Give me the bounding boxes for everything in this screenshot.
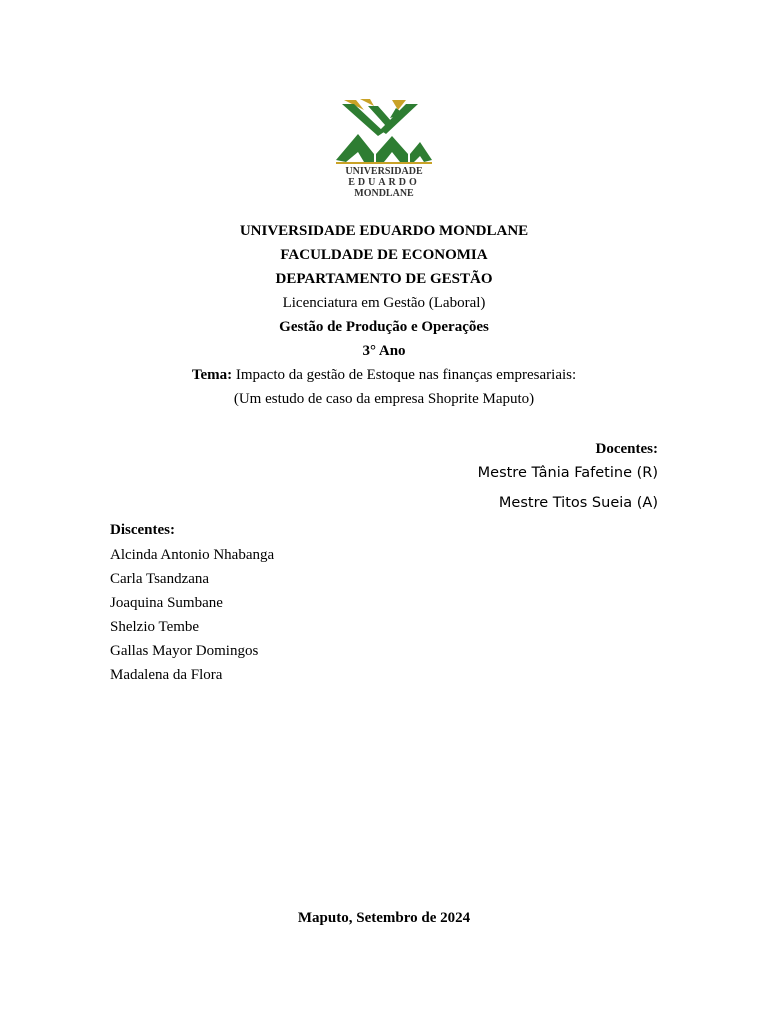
docente-name-2: Mestre Titos Sueia (A) xyxy=(498,495,658,511)
discente-name: Joaquina Sumbane xyxy=(110,595,223,611)
discente-name: Gallas Mayor Domingos xyxy=(110,643,259,659)
docente-name-1: Mestre Tânia Fafetine (R) xyxy=(477,465,658,481)
logo-text-line1: UNIVERSIDADE xyxy=(345,166,423,177)
faculty-name: FACULDADE DE ECONOMIA xyxy=(280,247,488,263)
logo-text-line3: MONDLANE xyxy=(354,188,414,199)
theme-label: Tema: xyxy=(191,367,233,383)
theme-text: Impacto da gestão de Estoque nas finanças empresariais: xyxy=(232,367,577,383)
logo-text xyxy=(334,166,434,199)
discente-name: Carla Tsandzana xyxy=(110,571,210,587)
subject-name: Gestão de Produção e Operações xyxy=(279,319,489,335)
discente-name: Alcinda Antonio Nhabanga xyxy=(110,547,275,563)
discente-name: Madalena da Flora xyxy=(110,667,223,683)
logo-text-line2: EDUARDO xyxy=(348,177,420,188)
academic-year: 3° Ano xyxy=(362,343,406,359)
theme-line xyxy=(0,366,768,384)
theme-subtitle: (Um estudo de caso da empresa Shoprite Maputo) xyxy=(233,391,535,407)
university-logo xyxy=(334,96,434,206)
docentes-label: Docentes: xyxy=(595,441,658,457)
department-name: DEPARTAMENTO DE GESTÃO xyxy=(275,271,493,287)
place-and-date: Maputo, Setembro de 2024 xyxy=(297,910,471,926)
course-name: Licenciatura em Gestão (Laboral) xyxy=(282,295,486,311)
discente-name: Shelzio Tembe xyxy=(110,619,200,635)
university-name: UNIVERSIDADE EDUARDO MONDLANE xyxy=(239,223,529,239)
discentes-label: Discentes: xyxy=(110,522,175,538)
